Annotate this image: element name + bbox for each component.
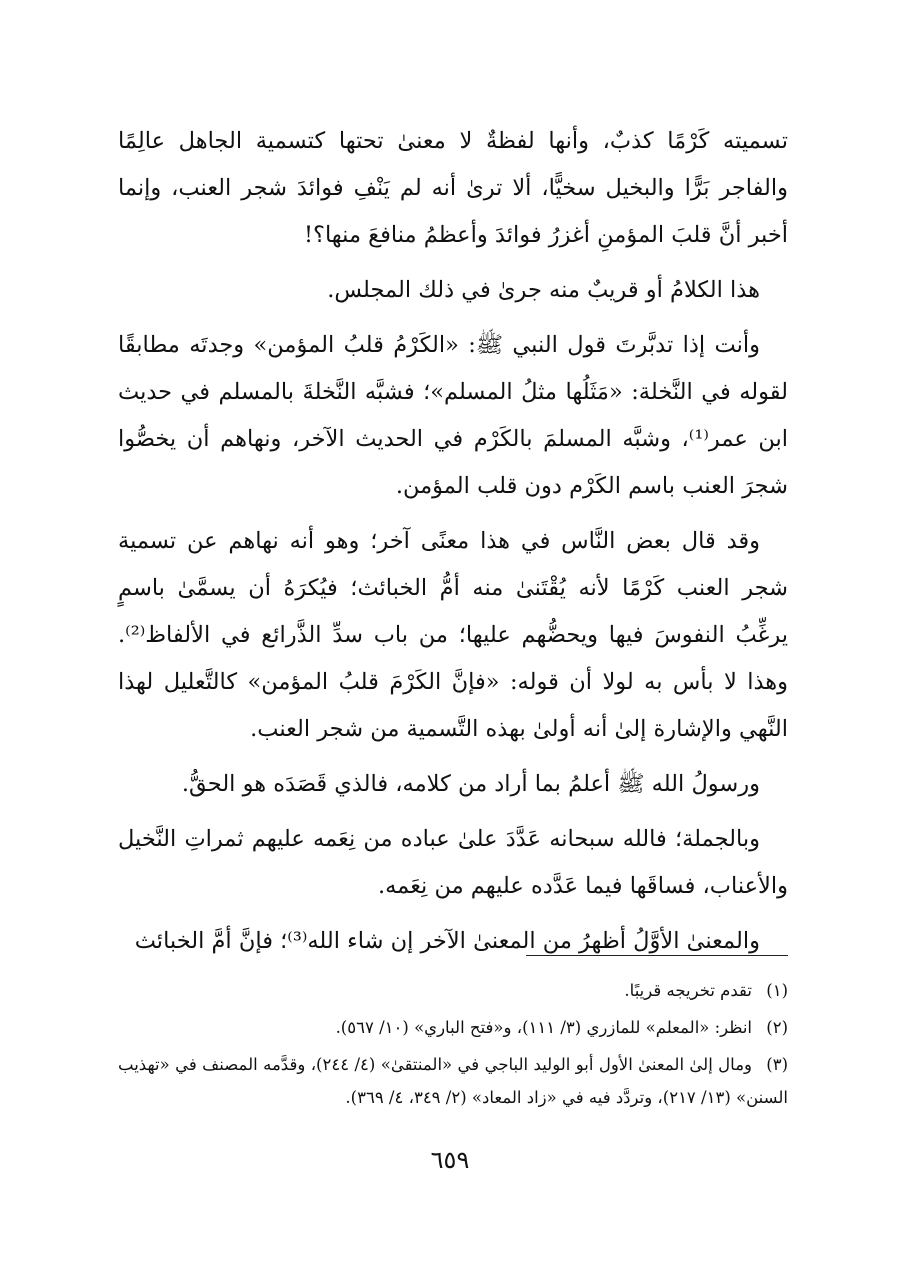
footnote-number: (٢) xyxy=(766,1018,788,1037)
footnotes xyxy=(118,955,788,1118)
footnote-divider xyxy=(526,955,788,956)
footnote-text: تقدم تخريجه قريبًا. xyxy=(624,981,752,1000)
footnote-2 xyxy=(118,1011,788,1044)
footnote-text: ومال إلىٰ المعنىٰ الأول أبو الوليد الباجي في «المنتقىٰ» (٤/ ٢٤٤)، وقدَّمه المصنف في «تهذيب السنن» (١٣/ ٢١٧)، وتردَّد فيه في «زاد المعاد» (٢/ ٣٤٩، ٤/ ٣٦٩). xyxy=(118,1055,788,1107)
page-number: ٦٥٩ xyxy=(430,1146,470,1174)
paragraph-4: وقد قال بعض النَّاس في هذا معنًى آخر؛ وهو أنه نهاهم عن تسمية شجر العنب كَرْمًا لأنه يُقْتَنىٰ منه أمُّ الخبائث؛ فيُكرَهُ أن يسمَّىٰ باسمٍ يرغِّبُ النفوسَ فيها ويحضُّهم عليها؛ من باب سدِّ الذَّرائع في الألفاظ⁽²⁾. وهذا لا بأس به لولا أن قوله: «فإنَّ الكَرْمَ قلبُ المؤمن» كالتَّعليل لهذا النَّهي والإشارة إلىٰ أنه أولىٰ بهذه التَّسمية من شجر العنب. xyxy=(118,528,788,742)
footnote-text: انظر: «المعلم» للمازري (٣/ ١١١)، و«فتح الباري» (١٠/ ٥٦٧). xyxy=(335,1018,752,1037)
paragraph-6: وبالجملة؛ فالله سبحانه عَدَّدَ علىٰ عباده من نِعَمه عليهم ثمراتِ النَّخيل والأعناب، فساقَها فيما عَدَّده عليهم من نِعَمه. xyxy=(118,826,788,899)
footnote-1 xyxy=(118,974,788,1007)
paragraph-7: والمعنىٰ الأوَّلُ أظهرُ من المعنىٰ الآخر إن شاء الله⁽³⁾؛ فإنَّ أمَّ الخبائث xyxy=(134,928,760,954)
paragraph-5: ورسولُ الله ﷺ أعلمُ بما أراد من كلامه، فالذي قَصَدَه هو الحقُّ. xyxy=(181,771,760,797)
footnote-3 xyxy=(118,1048,788,1114)
paragraph-3: وأنت إذا تدبَّرتَ قول النبي ﷺ: «الكَرْمُ قلبُ المؤمن» وجدتَه مطابقًا لقوله في النَّخلة: «مَثَلُها مثلُ المسلم»؛ فشبَّه النَّخلةَ بالمسلم في حديث ابن عمر⁽¹⁾، وشبَّه المسلمَ بالكَرْم في الحديث الآخر، ونهاهم أن يخصُّوا شجرَ العنب باسم الكَرْم دون قلب المؤمن. xyxy=(118,332,789,499)
footnote-number: (٣) xyxy=(766,1055,789,1074)
paragraph-2: هذا الكلامُ أو قريبٌ منه جرىٰ في ذلك المجلس. xyxy=(327,277,760,303)
paragraph-1: تسميته كَرْمًا كذبٌ، وأنها لفظةٌ لا معنىٰ تحتها كتسمية الجاهل عالِمًا والفاجر بَرًّا والبخيل سخيًّا، ألا ترىٰ أنه لم يَنْفِ فوائدَ شجر العنب، وإنما أخبر أنَّ قلبَ المؤمنِ أغزرُ فوائدَ وأعظمُ منافعَ منها؟! xyxy=(118,128,788,248)
footnote-number: (١) xyxy=(766,981,788,1000)
main-text xyxy=(118,118,788,973)
